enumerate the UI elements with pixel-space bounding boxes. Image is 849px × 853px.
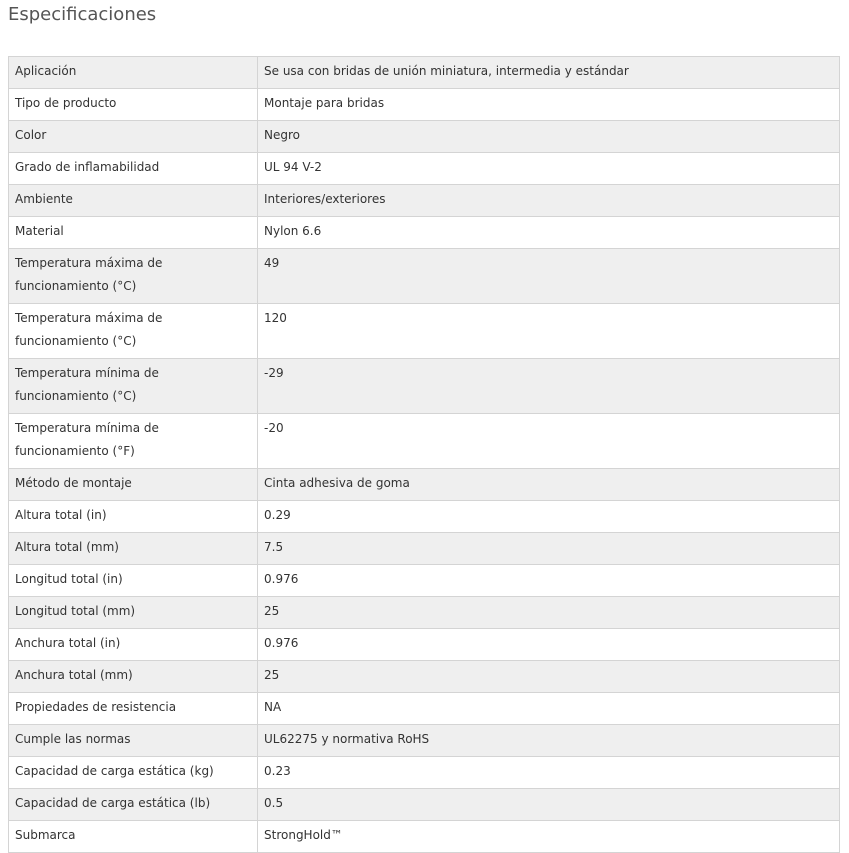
spec-value: -20 [258, 414, 840, 469]
spec-value: 7.5 [258, 533, 840, 565]
specifications-table [8, 56, 840, 853]
spec-value: UL62275 y normativa RoHS [258, 725, 840, 757]
spec-label: Color [9, 121, 258, 153]
spec-value: 49 [258, 249, 840, 304]
spec-value: Cinta adhesiva de goma [258, 469, 840, 501]
spec-value: 0.5 [258, 789, 840, 821]
spec-value: 0.29 [258, 501, 840, 533]
spec-value: Nylon 6.6 [258, 217, 840, 249]
spec-label: Grado de inflamabilidad [9, 153, 258, 185]
spec-label: Cumple las normas [9, 725, 258, 757]
table-row [9, 533, 840, 565]
spec-label: Aplicación [9, 57, 258, 89]
table-row [9, 565, 840, 597]
spec-label: Anchura total (mm) [9, 661, 258, 693]
spec-label: Longitud total (mm) [9, 597, 258, 629]
spec-label: Submarca [9, 821, 258, 853]
spec-label: Capacidad de carga estática (kg) [9, 757, 258, 789]
specifications-table-body [9, 57, 840, 853]
table-row [9, 185, 840, 217]
spec-value: UL 94 V-2 [258, 153, 840, 185]
spec-value: Negro [258, 121, 840, 153]
spec-value: 25 [258, 661, 840, 693]
spec-value: NA [258, 693, 840, 725]
table-row [9, 57, 840, 89]
table-row [9, 501, 840, 533]
spec-value: 0.976 [258, 629, 840, 661]
table-row [9, 89, 840, 121]
page-title: Especificaciones [8, 4, 157, 25]
spec-value: Montaje para bridas [258, 89, 840, 121]
table-row [9, 597, 840, 629]
table-row [9, 469, 840, 501]
table-row [9, 414, 840, 469]
spec-value: Interiores/exteriores [258, 185, 840, 217]
table-row [9, 304, 840, 359]
spec-label: Tipo de producto [9, 89, 258, 121]
spec-label: Método de montaje [9, 469, 258, 501]
table-row [9, 249, 840, 304]
spec-value: -29 [258, 359, 840, 414]
table-row [9, 821, 840, 853]
table-row [9, 789, 840, 821]
spec-label: Temperatura mínima de funcionamiento (°C) [9, 359, 258, 414]
spec-label: Longitud total (in) [9, 565, 258, 597]
spec-label: Altura total (mm) [9, 533, 258, 565]
table-row [9, 359, 840, 414]
spec-label: Temperatura máxima de funcionamiento (°C) [9, 304, 258, 359]
spec-label: Anchura total (in) [9, 629, 258, 661]
table-row [9, 725, 840, 757]
spec-value: Se usa con bridas de unión miniatura, intermedia y estándar [258, 57, 840, 89]
table-row [9, 217, 840, 249]
spec-value: 25 [258, 597, 840, 629]
spec-label: Capacidad de carga estática (lb) [9, 789, 258, 821]
spec-label: Propiedades de resistencia [9, 693, 258, 725]
table-row [9, 629, 840, 661]
table-row [9, 153, 840, 185]
spec-value: 120 [258, 304, 840, 359]
table-row [9, 121, 840, 153]
spec-value: 0.976 [258, 565, 840, 597]
spec-value: StrongHold™ [258, 821, 840, 853]
spec-label: Ambiente [9, 185, 258, 217]
spec-label: Altura total (in) [9, 501, 258, 533]
spec-value: 0.23 [258, 757, 840, 789]
spec-label: Material [9, 217, 258, 249]
spec-label: Temperatura máxima de funcionamiento (°C) [9, 249, 258, 304]
spec-label: Temperatura mínima de funcionamiento (°F) [9, 414, 258, 469]
table-row [9, 757, 840, 789]
table-row [9, 693, 840, 725]
table-row [9, 661, 840, 693]
